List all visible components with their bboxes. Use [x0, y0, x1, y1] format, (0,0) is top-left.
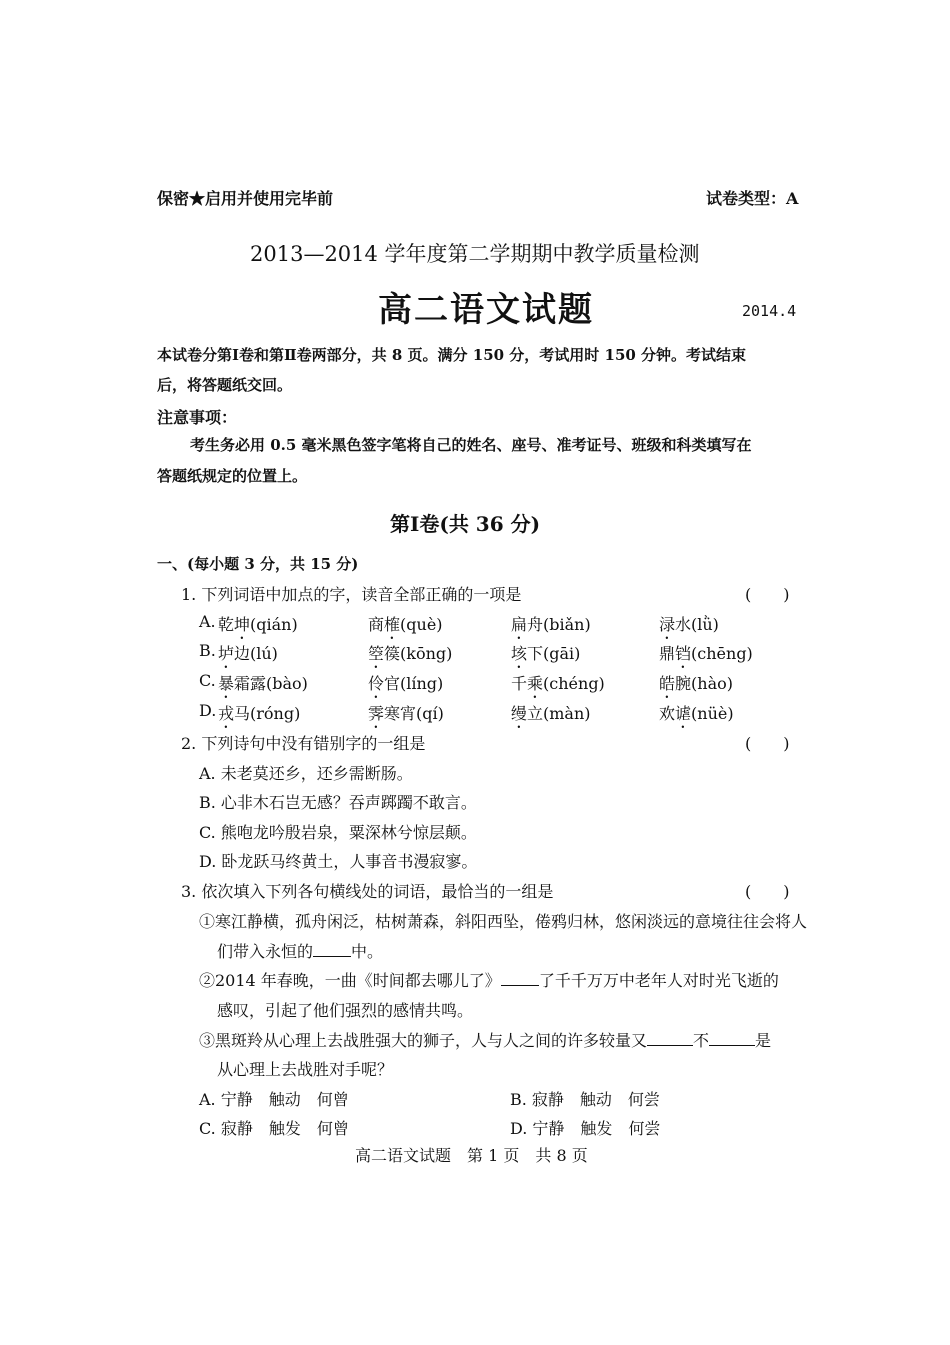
q1-option-item: 渌水(lǜ): [659, 615, 719, 634]
q1-option-item: 皓腕(hào): [659, 674, 733, 693]
notice-line-2: 答题纸规定的位置上。: [157, 467, 308, 485]
intro-line-2: 后，将答题纸交回。: [157, 376, 293, 394]
exam-date: 2014.4: [742, 302, 797, 320]
q1-option-item: 乾坤(qián): [218, 615, 298, 634]
confidential-label: 保密★启用并使用完毕前: [157, 189, 334, 208]
q3-option: D. 宁静 触发 何尝: [510, 1119, 661, 1138]
fill-blank: [501, 971, 539, 986]
fill-blank: [647, 1031, 693, 1046]
q1-option-item: 暴霜露(bào): [218, 674, 308, 693]
q1-option-item: 伶官(líng): [368, 674, 444, 693]
fill-blank: [709, 1031, 755, 1046]
q1-option-item: 扁舟(biǎn): [511, 615, 591, 634]
q3-sentence-2-cont: 感叹，引起了他们强烈的感情共鸣。: [217, 1001, 474, 1020]
q1-answer-paren: ( ): [745, 585, 790, 604]
paper-type-label: 试卷类型：A: [706, 189, 799, 208]
q1-option-label: B.: [199, 641, 216, 660]
q1-option-item: 鼎铛(chēng): [659, 644, 753, 663]
q2-option: C. 熊咆龙吟殷岩泉，粟深林兮惊层颠。: [199, 823, 477, 842]
q1-option-item: 千乘(chéng): [511, 674, 605, 693]
q1-option-label: C.: [199, 671, 216, 690]
q1-option-item: 欢谑(nüè): [659, 704, 734, 723]
q3-sentence-3-cont: 从心理上去战胜对手呢？: [217, 1060, 394, 1079]
q1-option-item: 垓下(gāi): [511, 644, 581, 663]
q3-option: C. 寂静 触发 何曾: [199, 1119, 349, 1138]
fill-blank: [313, 942, 351, 957]
q1-option-item: 箜篌(kōng): [368, 644, 453, 663]
q3-option: A. 宁静 触动 何曾: [199, 1090, 349, 1109]
page-title: 高二语文试题: [378, 290, 594, 330]
section-heading: 第Ⅰ卷(共 36 分): [390, 512, 541, 536]
q2-stem: 2. 下列诗句中没有错别字的一组是: [181, 734, 426, 753]
q3-stem: 3. 依次填入下列各句横线处的词语，最恰当的一组是: [181, 882, 554, 901]
notice-line-1: 考生务必用 0.5 毫米黑色签字笔将自己的姓名、座号、准考证号、班级和科类填写在: [190, 436, 752, 454]
q3-sentence-3: ③黑斑羚从心理上去战胜强大的狮子，人与人之间的许多较量又 不 是: [199, 1031, 772, 1050]
q1-option-item: 霁寒宵(qí): [368, 704, 444, 723]
q3-sentence-1-cont: 们带入永恒的 中。: [217, 942, 384, 961]
q1-option-item: 商榷(què): [368, 615, 443, 634]
part-heading: 一、(每小题 3 分，共 15 分): [157, 555, 359, 573]
q3-answer-paren: ( ): [745, 882, 790, 901]
exam-subtitle: 2013—2014 学年度第二学期期中教学质量检测: [250, 242, 700, 266]
q1-option-item: 缦立(màn): [511, 704, 591, 723]
q1-stem: 1. 下列词语中加点的字，读音全部正确的一项是: [181, 585, 522, 604]
page-footer: 高二语文试题 第 1 页 共 8 页: [355, 1146, 588, 1165]
notice-heading: 注意事项：: [157, 408, 238, 427]
q3-option: B. 寂静 触动 何尝: [510, 1090, 660, 1109]
intro-line-1: 本试卷分第Ⅰ卷和第Ⅱ卷两部分，共 8 页。满分 150 分，考试用时 150 分钟。考试结束: [157, 346, 747, 364]
q2-option: B. 心非木石岂无感？吞声踯躅不敢言。: [199, 793, 477, 812]
q2-option: D. 卧龙跃马终黄土，人事音书漫寂寥。: [199, 852, 478, 871]
q3-sentence-1: ①寒江静横，孤舟闲泛，枯树萧森，斜阳西坠，倦鸦归林，悠闲淡远的意境往往会将人: [199, 912, 808, 931]
q1-option-item: 垆边(lú): [218, 644, 278, 663]
q2-option: A. 未老莫还乡，还乡需断肠。: [199, 764, 413, 783]
q3-sentence-2: ②2014 年春晚，一曲《时间都去哪儿了》 了千千万万中老年人对时光飞逝的: [199, 971, 779, 990]
q1-option-label: D.: [199, 701, 217, 720]
q2-answer-paren: ( ): [745, 734, 790, 753]
q1-option-label: A.: [199, 612, 216, 631]
q1-option-item: 戎马(róng): [218, 704, 301, 723]
